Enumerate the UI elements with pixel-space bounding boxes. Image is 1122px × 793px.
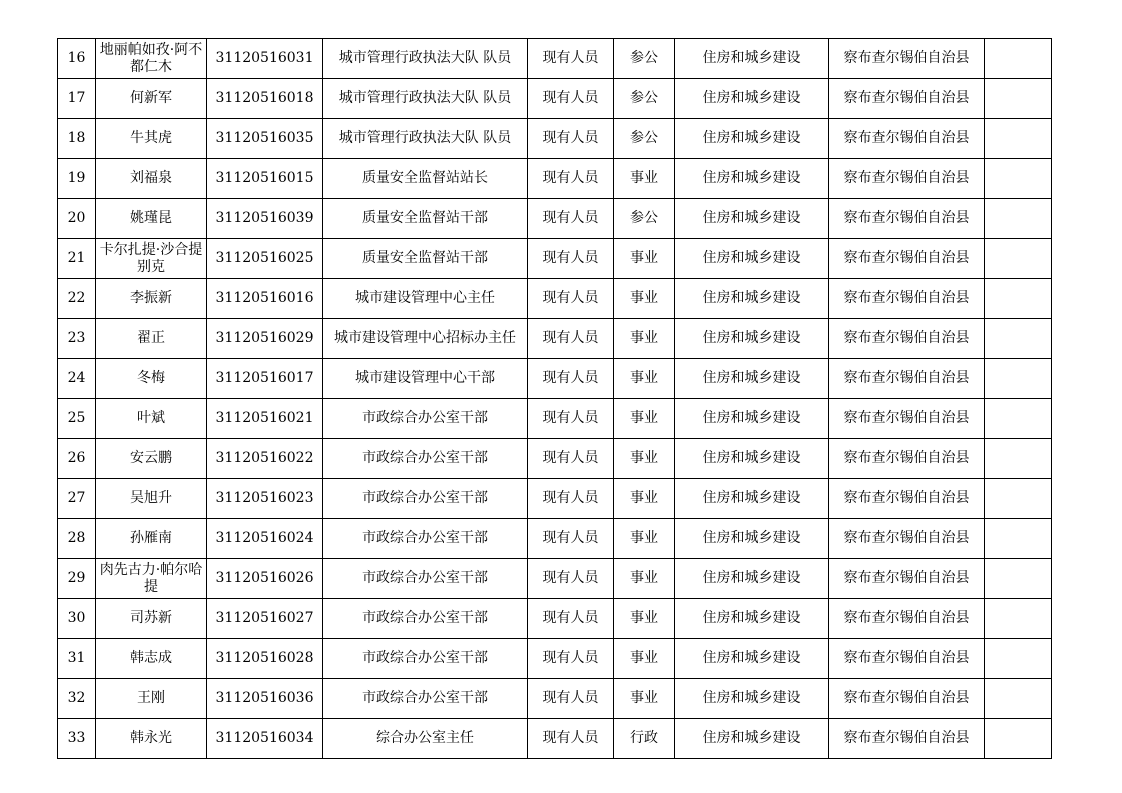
row-number-cell: 28 [58,519,96,559]
county-cell: 察布查尔锡伯自治县 [829,239,985,279]
table-row [58,199,1052,239]
status-cell: 现有人员 [528,159,614,199]
staff-type-cell: 事业 [614,239,675,279]
position-cell: 城市管理行政执法大队 队员 [323,79,528,119]
name-cell: 李振新 [96,279,207,319]
name-cell: 冬梅 [96,359,207,399]
position-cell: 市政综合办公室干部 [323,639,528,679]
county-cell: 察布查尔锡伯自治县 [829,359,985,399]
table-row [58,599,1052,639]
county-cell: 察布查尔锡伯自治县 [829,39,985,79]
row-number-cell: 32 [58,679,96,719]
staff-type-cell: 参公 [614,39,675,79]
table-row [58,719,1052,759]
note-cell [985,199,1052,239]
note-cell [985,599,1052,639]
status-cell: 现有人员 [528,639,614,679]
status-cell: 现有人员 [528,439,614,479]
status-cell: 现有人员 [528,239,614,279]
position-cell: 综合办公室主任 [323,719,528,759]
staff-type-cell: 事业 [614,399,675,439]
table-row [58,279,1052,319]
staff-type-cell: 参公 [614,119,675,159]
id-number-cell: 31120516017 [207,359,323,399]
name-cell: 肉先古力·帕尔哈提 [96,559,207,599]
status-cell: 现有人员 [528,39,614,79]
staff-type-cell: 事业 [614,519,675,559]
id-number-cell: 31120516024 [207,519,323,559]
note-cell [985,39,1052,79]
id-number-cell: 31120516028 [207,639,323,679]
name-cell: 翟正 [96,319,207,359]
staff-type-cell: 事业 [614,439,675,479]
table-row [58,679,1052,719]
id-number-cell: 31120516022 [207,439,323,479]
name-cell: 司苏新 [96,599,207,639]
note-cell [985,639,1052,679]
status-cell: 现有人员 [528,559,614,599]
department-cell: 住房和城乡建设 [675,199,829,239]
department-cell: 住房和城乡建设 [675,639,829,679]
name-cell: 吴旭升 [96,479,207,519]
staff-type-cell: 行政 [614,719,675,759]
county-cell: 察布查尔锡伯自治县 [829,279,985,319]
county-cell: 察布查尔锡伯自治县 [829,679,985,719]
row-number-cell: 23 [58,319,96,359]
position-cell: 市政综合办公室干部 [323,559,528,599]
county-cell: 察布查尔锡伯自治县 [829,159,985,199]
table-row [58,119,1052,159]
department-cell: 住房和城乡建设 [675,319,829,359]
table-row [58,399,1052,439]
department-cell: 住房和城乡建设 [675,439,829,479]
staff-type-cell: 事业 [614,479,675,519]
position-cell: 市政综合办公室干部 [323,599,528,639]
note-cell [985,279,1052,319]
name-cell: 刘福泉 [96,159,207,199]
department-cell: 住房和城乡建设 [675,159,829,199]
table-row [58,639,1052,679]
county-cell: 察布查尔锡伯自治县 [829,559,985,599]
id-number-cell: 31120516026 [207,559,323,599]
department-cell: 住房和城乡建设 [675,399,829,439]
department-cell: 住房和城乡建设 [675,39,829,79]
department-cell: 住房和城乡建设 [675,119,829,159]
position-cell: 城市建设管理中心干部 [323,359,528,399]
county-cell: 察布查尔锡伯自治县 [829,479,985,519]
county-cell: 察布查尔锡伯自治县 [829,319,985,359]
department-cell: 住房和城乡建设 [675,79,829,119]
staff-type-cell: 事业 [614,319,675,359]
position-cell: 市政综合办公室干部 [323,679,528,719]
staff-type-cell: 事业 [614,279,675,319]
name-cell: 安云鹏 [96,439,207,479]
status-cell: 现有人员 [528,319,614,359]
department-cell: 住房和城乡建设 [675,279,829,319]
county-cell: 察布查尔锡伯自治县 [829,399,985,439]
county-cell: 察布查尔锡伯自治县 [829,719,985,759]
note-cell [985,479,1052,519]
row-number-cell: 33 [58,719,96,759]
position-cell: 市政综合办公室干部 [323,479,528,519]
row-number-cell: 21 [58,239,96,279]
id-number-cell: 31120516023 [207,479,323,519]
status-cell: 现有人员 [528,119,614,159]
staff-type-cell: 事业 [614,639,675,679]
county-cell: 察布查尔锡伯自治县 [829,439,985,479]
table-row [58,439,1052,479]
note-cell [985,519,1052,559]
status-cell: 现有人员 [528,279,614,319]
id-number-cell: 31120516027 [207,599,323,639]
row-number-cell: 24 [58,359,96,399]
department-cell: 住房和城乡建设 [675,679,829,719]
note-cell [985,239,1052,279]
position-cell: 城市管理行政执法大队 队员 [323,39,528,79]
name-cell: 韩永光 [96,719,207,759]
status-cell: 现有人员 [528,399,614,439]
row-number-cell: 27 [58,479,96,519]
id-number-cell: 31120516018 [207,79,323,119]
id-number-cell: 31120516025 [207,239,323,279]
name-cell: 韩志成 [96,639,207,679]
status-cell: 现有人员 [528,599,614,639]
note-cell [985,159,1052,199]
position-cell: 城市管理行政执法大队 队员 [323,119,528,159]
department-cell: 住房和城乡建设 [675,519,829,559]
row-number-cell: 31 [58,639,96,679]
note-cell [985,719,1052,759]
note-cell [985,399,1052,439]
county-cell: 察布查尔锡伯自治县 [829,639,985,679]
staff-type-cell: 事业 [614,599,675,639]
position-cell: 城市建设管理中心招标办主任 [323,319,528,359]
table-body [58,39,1052,759]
status-cell: 现有人员 [528,359,614,399]
table-row [58,39,1052,79]
staff-type-cell: 事业 [614,359,675,399]
row-number-cell: 20 [58,199,96,239]
note-cell [985,679,1052,719]
position-cell: 城市建设管理中心主任 [323,279,528,319]
position-cell: 市政综合办公室干部 [323,519,528,559]
table-row [58,559,1052,599]
status-cell: 现有人员 [528,199,614,239]
status-cell: 现有人员 [528,79,614,119]
id-number-cell: 31120516021 [207,399,323,439]
staff-type-cell: 事业 [614,559,675,599]
department-cell: 住房和城乡建设 [675,479,829,519]
id-number-cell: 31120516039 [207,199,323,239]
note-cell [985,119,1052,159]
department-cell: 住房和城乡建设 [675,599,829,639]
name-cell: 何新军 [96,79,207,119]
status-cell: 现有人员 [528,519,614,559]
table-row [58,239,1052,279]
name-cell: 牛其虎 [96,119,207,159]
county-cell: 察布查尔锡伯自治县 [829,199,985,239]
id-number-cell: 31120516031 [207,39,323,79]
table-row [58,479,1052,519]
table-row [58,159,1052,199]
department-cell: 住房和城乡建设 [675,719,829,759]
status-cell: 现有人员 [528,679,614,719]
row-number-cell: 29 [58,559,96,599]
row-number-cell: 30 [58,599,96,639]
table-row [58,359,1052,399]
row-number-cell: 18 [58,119,96,159]
row-number-cell: 19 [58,159,96,199]
position-cell: 质量安全监督站站长 [323,159,528,199]
row-number-cell: 25 [58,399,96,439]
note-cell [985,359,1052,399]
department-cell: 住房和城乡建设 [675,559,829,599]
position-cell: 市政综合办公室干部 [323,399,528,439]
id-number-cell: 31120516036 [207,679,323,719]
table-row [58,319,1052,359]
id-number-cell: 31120516035 [207,119,323,159]
department-cell: 住房和城乡建设 [675,239,829,279]
name-cell: 王刚 [96,679,207,719]
staff-type-cell: 事业 [614,159,675,199]
note-cell [985,319,1052,359]
name-cell: 孙雁南 [96,519,207,559]
table-row [58,519,1052,559]
id-number-cell: 31120516034 [207,719,323,759]
county-cell: 察布查尔锡伯自治县 [829,599,985,639]
name-cell: 姚瑾昆 [96,199,207,239]
county-cell: 察布查尔锡伯自治县 [829,519,985,559]
id-number-cell: 31120516015 [207,159,323,199]
county-cell: 察布查尔锡伯自治县 [829,79,985,119]
note-cell [985,559,1052,599]
staff-type-cell: 事业 [614,679,675,719]
row-number-cell: 16 [58,39,96,79]
table-row [58,79,1052,119]
county-cell: 察布查尔锡伯自治县 [829,119,985,159]
staff-type-cell: 参公 [614,199,675,239]
id-number-cell: 31120516029 [207,319,323,359]
status-cell: 现有人员 [528,719,614,759]
staff-type-cell: 参公 [614,79,675,119]
note-cell [985,79,1052,119]
row-number-cell: 17 [58,79,96,119]
status-cell: 现有人员 [528,479,614,519]
name-cell: 卡尔扎提·沙合提别克 [96,239,207,279]
id-number-cell: 31120516016 [207,279,323,319]
name-cell: 叶斌 [96,399,207,439]
position-cell: 质量安全监督站干部 [323,199,528,239]
personnel-table [57,38,1052,759]
row-number-cell: 22 [58,279,96,319]
position-cell: 质量安全监督站干部 [323,239,528,279]
department-cell: 住房和城乡建设 [675,359,829,399]
note-cell [985,439,1052,479]
row-number-cell: 26 [58,439,96,479]
name-cell: 地丽帕如孜·阿不都仁木 [96,39,207,79]
position-cell: 市政综合办公室干部 [323,439,528,479]
